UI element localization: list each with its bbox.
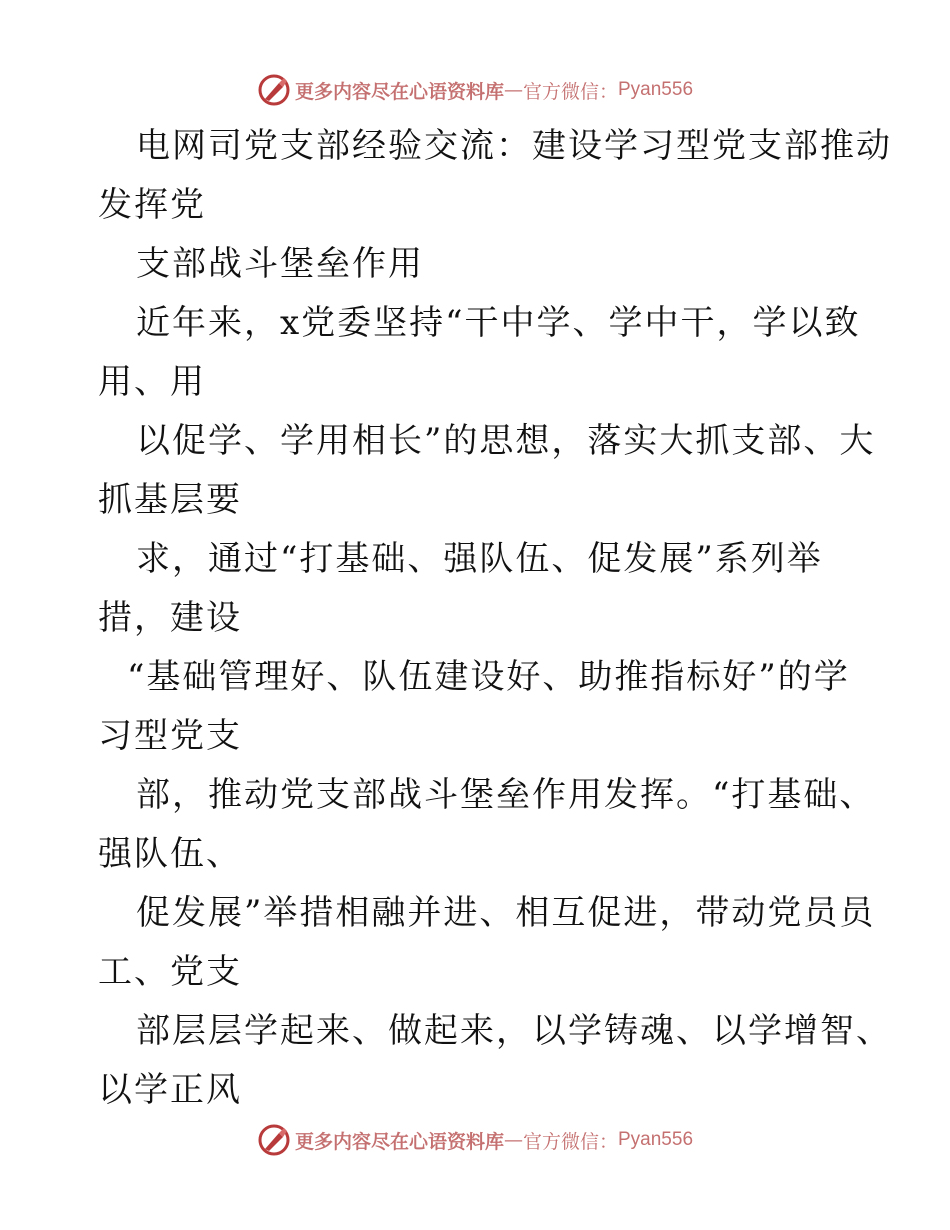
- text-line: 支部战斗堡垒作用: [136, 244, 424, 284]
- text-line: 发挥党: [98, 185, 206, 225]
- footer-brand-text: 更多内容尽在心语资料库: [294, 1130, 504, 1153]
- header-dash: —: [503, 79, 523, 101]
- header-wechat-id: Pyan556: [618, 79, 694, 100]
- text-line: 求，通过“打基础、强队伍、促发展”系列举: [136, 539, 823, 579]
- header-watermark: [0, 70, 950, 110]
- header-wechat-label: 官方微信：: [522, 80, 618, 103]
- footer-wechat-label: 官方微信：: [522, 1130, 618, 1153]
- text-line: “基础管理好、队伍建设好、助推指标好”的学: [127, 657, 850, 697]
- footer-watermark: [0, 1120, 950, 1160]
- text-line: 电网司党支部经验交流：建设学习型党支部推动: [136, 126, 892, 166]
- brand-logo-icon: [257, 1123, 291, 1157]
- footer-dash: —: [503, 1129, 523, 1151]
- footer-wechat-id: Pyan556: [618, 1129, 694, 1150]
- text-line: 抓基层要: [98, 480, 242, 520]
- header-brand-text: 更多内容尽在心语资料库: [294, 80, 504, 103]
- text-line: 部，推动党支部战斗堡垒作用发挥。“打基础、: [136, 775, 876, 815]
- text-line: 习型党支: [98, 716, 242, 756]
- text-line: 以学正风: [98, 1070, 242, 1110]
- text-line: 部层层学起来、做起来，以学铸魂、以学增智、: [136, 1011, 892, 1051]
- text-line: 强队伍、: [98, 834, 242, 874]
- text-line: 促发展”举措相融并进、相互促进，带动党员员: [136, 893, 876, 933]
- text-line: 以促学、学用相长”的思想，落实大抓支部、大: [136, 421, 876, 461]
- text-line: 工、党支: [98, 952, 242, 992]
- text-line: 用、用: [98, 362, 206, 402]
- text-line: 近年来，x党委坚持“干中学、学中干，学以致: [136, 303, 861, 343]
- brand-logo-icon: [257, 73, 291, 107]
- text-line: 措，建设: [98, 598, 242, 638]
